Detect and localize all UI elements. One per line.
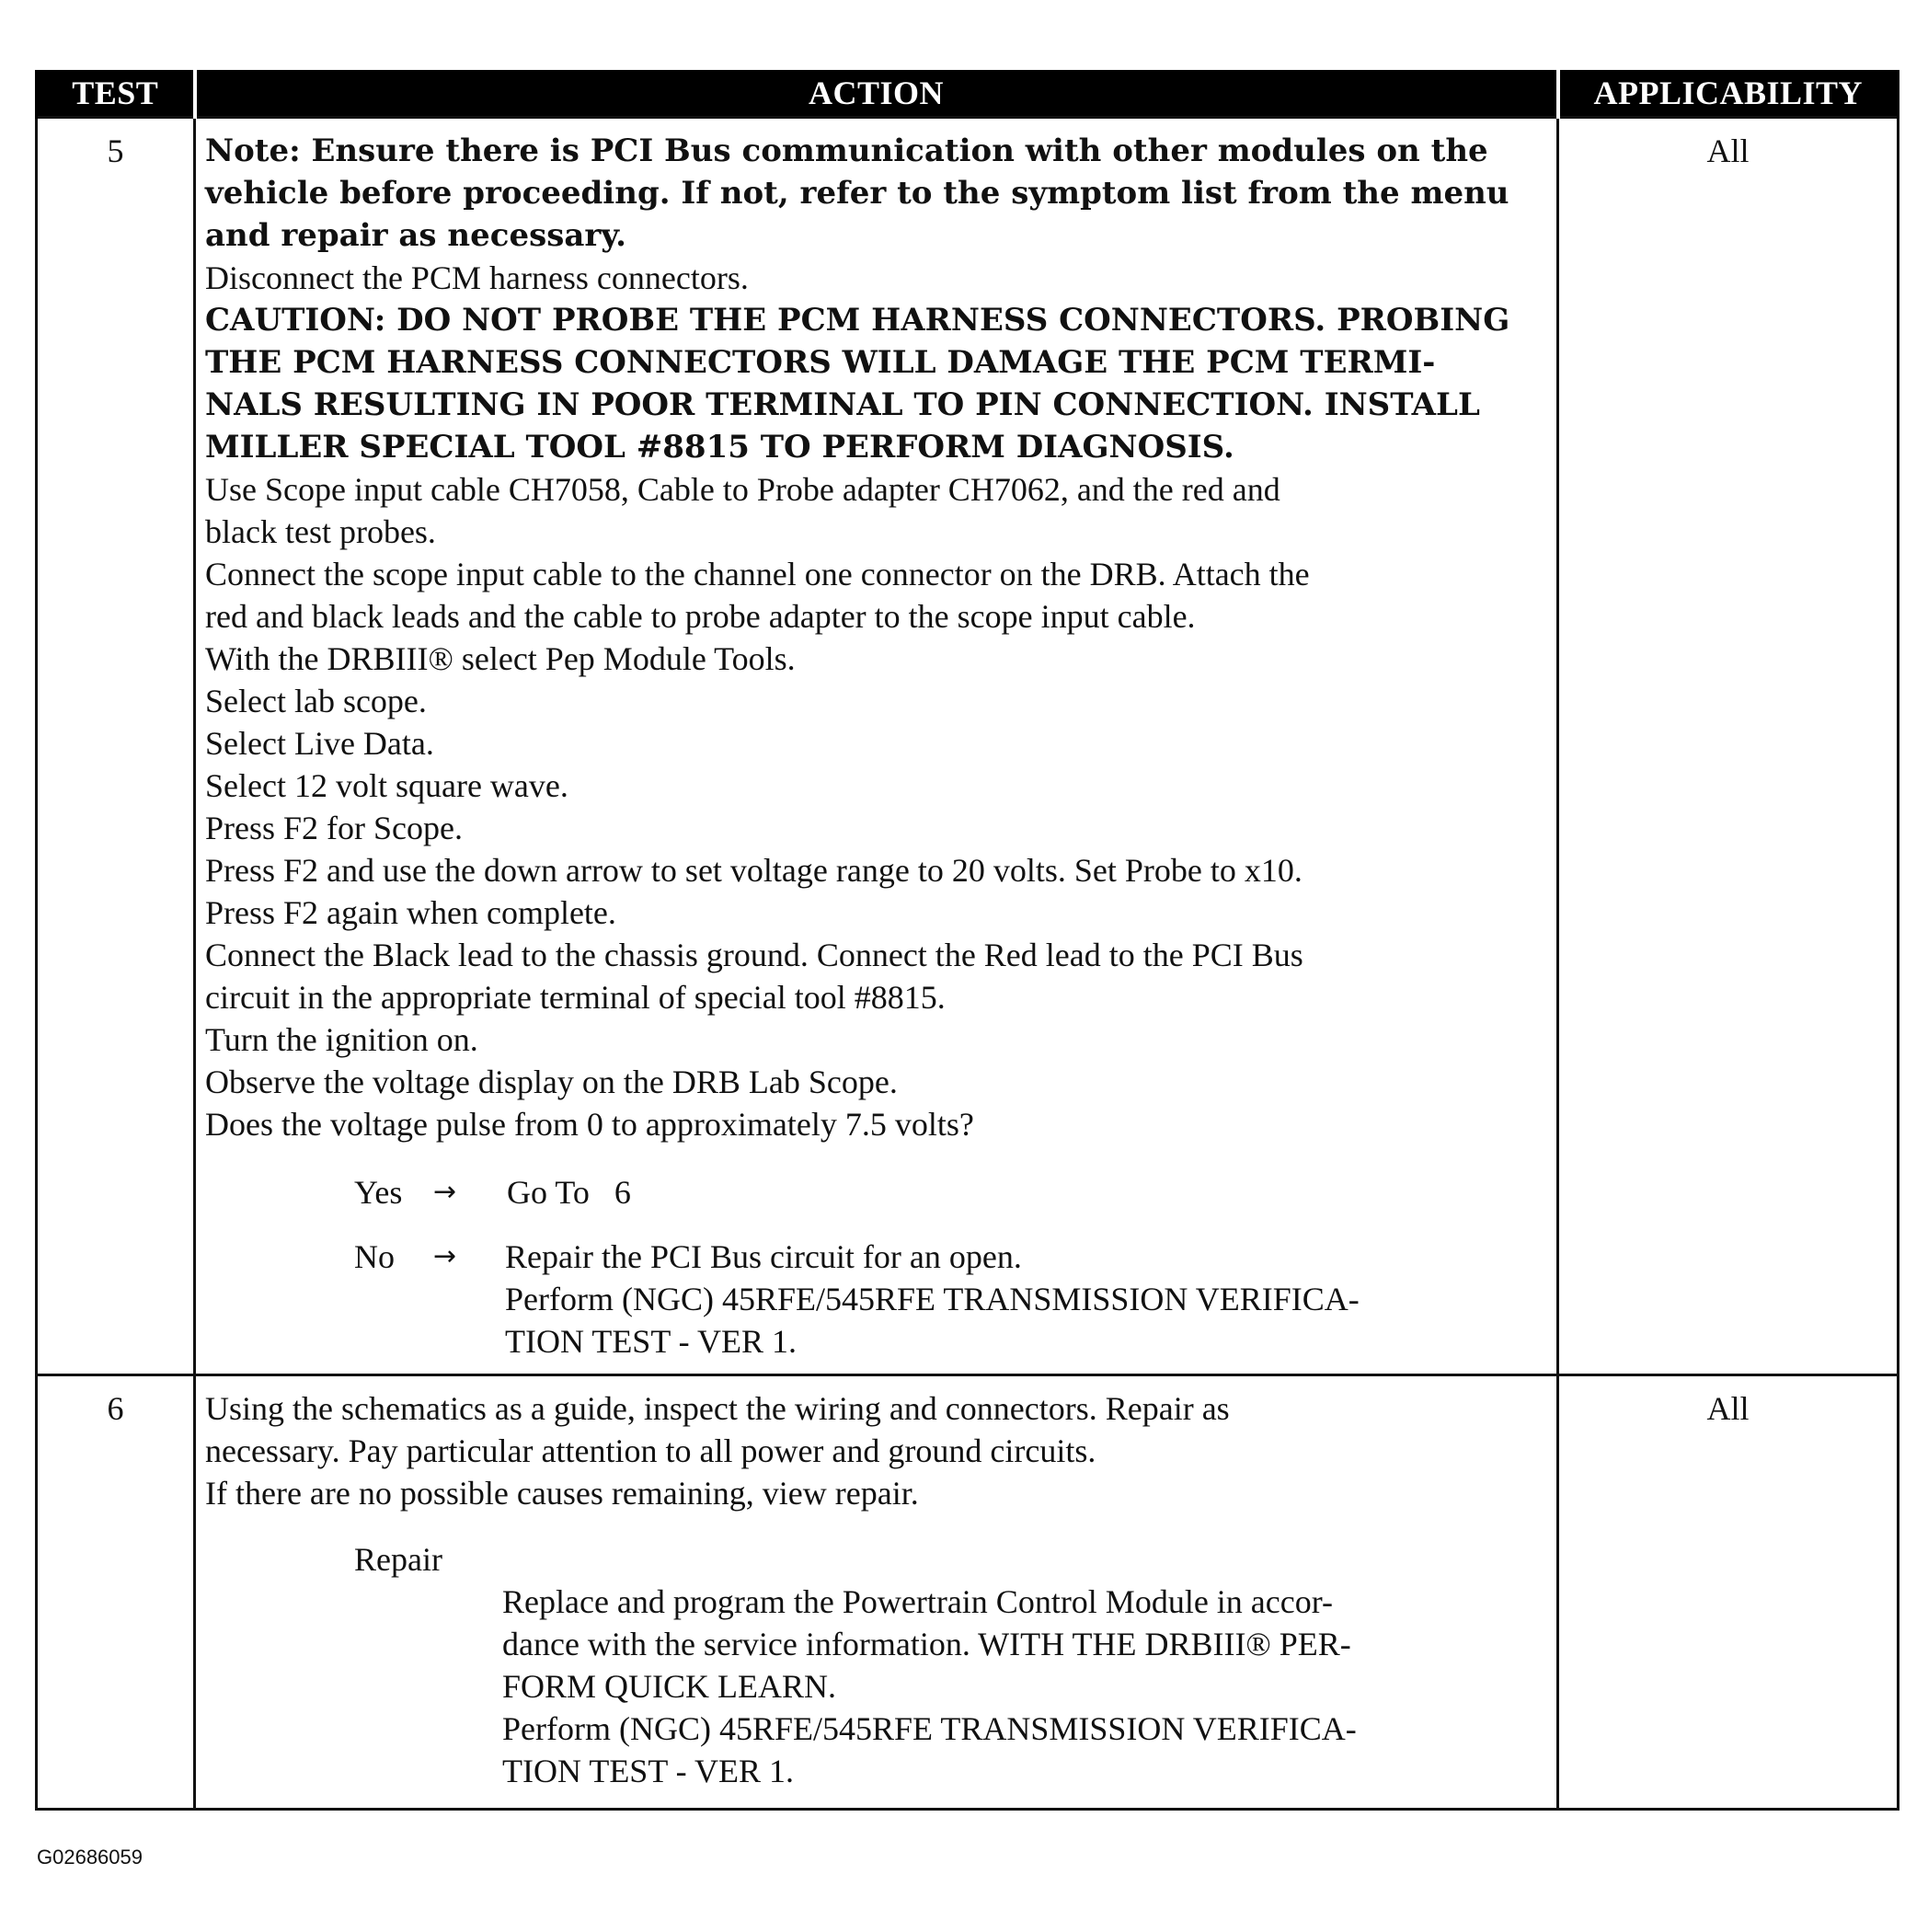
table-header (37, 70, 1899, 118)
note-line: vehicle before proceeding. If not, refer to the symptom list from the menu (205, 175, 1509, 212)
step-line: circuit in the appropriate terminal of special tool #8815. (205, 979, 946, 1016)
step-line: Connect the Black lead to the chassis ground. Connect the Red lead to the PCI Bus (205, 937, 1303, 973)
step-line: Observe the voltage display on the DRB Lab Scope. (205, 1064, 898, 1100)
step-line: Select Live Data. (205, 725, 434, 762)
header-action: ACTION (195, 70, 1558, 118)
yes-action: Go To 6 (507, 1174, 631, 1211)
action-cell (195, 118, 1558, 1375)
diagnostic-test-table (35, 70, 1899, 1811)
header-test: TEST (37, 70, 195, 118)
applicability: All (1558, 1375, 1899, 1810)
caution-line: CAUTION: DO NOT PROBE THE PCM HARNESS CONNECTORS. PROBING (205, 302, 1510, 339)
step-line: necessary. Pay particular attention to all power and ground circuits. (205, 1432, 1096, 1469)
step-line: Does the voltage pulse from 0 to approximately 7.5 volts? (205, 1106, 974, 1143)
table-row (37, 1375, 1899, 1810)
repair-label: Repair (354, 1541, 442, 1578)
step-line: Use Scope input cable CH7058, Cable to Probe adapter CH7062, and the red and (205, 471, 1280, 508)
header-applicability: APPLICABILITY (1558, 70, 1899, 118)
step-line: Select lab scope. (205, 683, 427, 719)
action-cell (195, 1375, 1558, 1810)
step-line: If there are no possible causes remaining, view repair. (205, 1475, 919, 1512)
yes-branch (205, 1171, 1547, 1213)
test-number: 6 (37, 1375, 195, 1810)
step-line: With the DRBIII® select Pep Module Tools. (205, 640, 796, 677)
no-branch (205, 1236, 1547, 1363)
step-line: red and black leads and the cable to probe adapter to the scope input cable. (205, 598, 1196, 635)
repair-line: Replace and program the Powertrain Control Module in accor- (502, 1583, 1333, 1620)
note-line: and repair as necessary. (205, 217, 626, 254)
step-line: Turn the ignition on. (205, 1021, 478, 1058)
repair-line: TION TEST - VER 1. (502, 1753, 795, 1789)
step-line: Press F2 and use the down arrow to set voltage range to 20 volts. Set Probe to x10. (205, 852, 1303, 889)
step-line: Using the schematics as a guide, inspect the wiring and connectors. Repair as (205, 1390, 1230, 1427)
table-row (37, 118, 1899, 1375)
yes-label: Yes (354, 1174, 403, 1211)
right-arrow-icon: → (433, 1176, 457, 1208)
no-action-line: Perform (NGC) 45RFE/545RFE TRANSMISSION VERIFICA- (505, 1281, 1360, 1317)
step-line: Press F2 again when complete. (205, 894, 616, 931)
repair-block (205, 1538, 1547, 1792)
repair-line: Perform (NGC) 45RFE/545RFE TRANSMISSION VERIFICA- (502, 1710, 1357, 1747)
caution-line: THE PCM HARNESS CONNECTORS WILL DAMAGE THE PCM TERMI- (205, 344, 1436, 381)
right-arrow-icon: → (433, 1240, 457, 1272)
no-label: No (354, 1238, 395, 1275)
step-line: Press F2 for Scope. (205, 810, 463, 846)
step-line: Connect the scope input cable to the channel one connector on the DRB. Attach the (205, 556, 1310, 592)
caution-line: MILLER SPECIAL TOOL #8815 TO PERFORM DIAGNOSIS. (205, 429, 1234, 466)
no-action-line: TION TEST - VER 1. (505, 1323, 798, 1360)
step-line: black test probes. (205, 513, 436, 550)
note-line: Note: Ensure there is PCI Bus communication with other modules on the (205, 132, 1488, 169)
figure-code: G02686059 (37, 1846, 143, 1869)
test-number: 5 (37, 118, 195, 1375)
applicability: All (1558, 118, 1899, 1375)
caution-line: NALS RESULTING IN POOR TERMINAL TO PIN CONNECTION. INSTALL (205, 386, 1480, 423)
step-line: Select 12 volt square wave. (205, 767, 568, 804)
step-line: Disconnect the PCM harness connectors. (205, 259, 749, 296)
no-action-line: Repair the PCI Bus circuit for an open. (505, 1238, 1022, 1275)
repair-line: dance with the service information. WITH THE DRBIII® PER- (502, 1626, 1351, 1662)
repair-line: FORM QUICK LEARN. (502, 1668, 837, 1705)
